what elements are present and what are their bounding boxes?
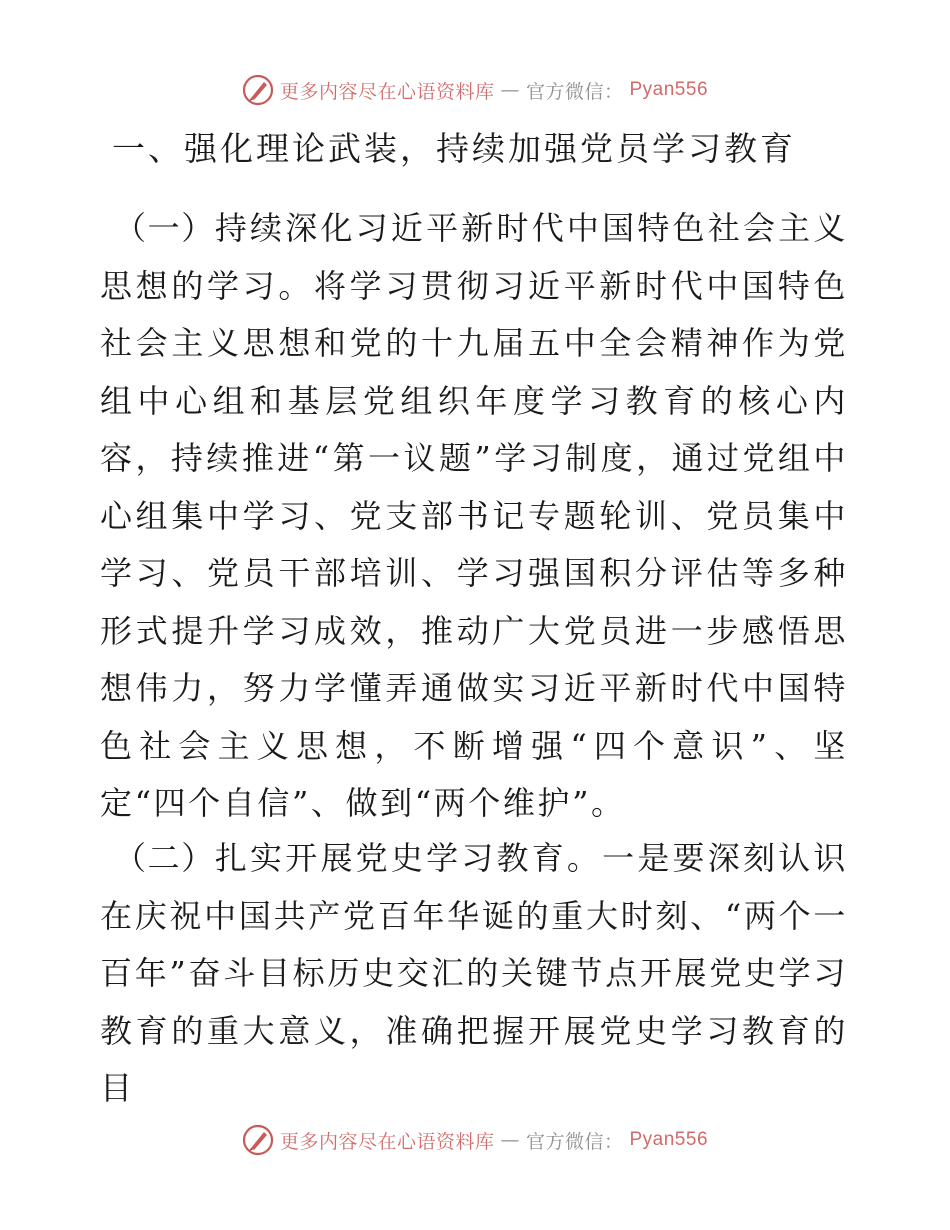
watermark-footer (0, 1120, 950, 1160)
paragraph-section-1 (100, 200, 848, 833)
watermark-sub-text: 官方微信： (525, 80, 624, 103)
watermark-dash: — (500, 79, 520, 101)
watermark-header (0, 70, 950, 110)
quill-pen-logo-icon (242, 1124, 274, 1156)
watermark-sub-text: 官方微信： (525, 1130, 624, 1153)
quill-pen-logo-icon (242, 74, 274, 106)
section-heading: 一、强化理论武装，持续加强党员学习教育 (112, 129, 796, 168)
watermark-dash: — (500, 1129, 520, 1151)
watermark-wechat-id: Pyan556 (629, 79, 709, 100)
paragraph-text: 持续深化习近平新时代中国特色社会主义思想的学习。将学习贯彻习近平新时代中国特色社会主义思想和党的十九届五中全会精神作为党组中心组和基层党组织年度学习教育的核心内容，持续推进“第一议题”学习制度，通过党组中心组集中学习、党支部书记专题轮训、党员集中学习、党员干部培训、学习强国积分评估等多种形式提升学习成效，推动广大党员进一步感悟思想伟力，努力学懂弄通做实习近平新时代中国特色社会主义思想，不断增强“四个意识”、坚定“四个自信”、做到“两个维护”。 (100, 209, 848, 822)
paragraph-section-2 (100, 830, 848, 1118)
watermark-main-text: 更多内容尽在心语资料库 (279, 1130, 495, 1153)
paragraph-label: （二） (114, 839, 215, 877)
watermark-main-text: 更多内容尽在心语资料库 (279, 80, 495, 103)
watermark-wechat-id: Pyan556 (629, 1129, 709, 1150)
paragraph-text: 扎实开展党史学习教育。一是要深刻认识在庆祝中国共产党百年华诞的重大时刻、“两个一百年”奋斗目标历史交汇的关键节点开展党史学习教育的重大意义，准确把握开展党史学习教育的目 (100, 839, 848, 1107)
paragraph-label: （一） (114, 209, 215, 247)
